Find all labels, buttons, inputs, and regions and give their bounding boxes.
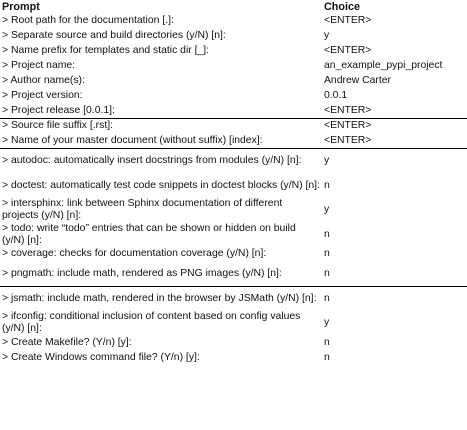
table-row [0, 134, 467, 149]
table-row [0, 174, 467, 199]
choice-cell: <ENTER> [324, 104, 372, 116]
table-row [0, 351, 467, 366]
choice-cell: <ENTER> [324, 15, 372, 27]
choice-column-header: Choice [324, 0, 360, 13]
prompt-cell: > coverage: checks for documentation coverage (y/N) [n]: [2, 248, 267, 260]
choice-cell: <ENTER> [324, 45, 372, 57]
table-row [0, 119, 467, 134]
table-row [0, 336, 467, 351]
choice-cell: y [324, 155, 330, 167]
table-row [0, 104, 467, 119]
table-row [0, 149, 467, 174]
prompt-cell: > Project name: [2, 60, 76, 72]
choice-cell: <ENTER> [324, 134, 372, 146]
table-row [0, 311, 467, 336]
prompt-cell: > pngmath: include math, rendered as PNG images (y/N) [n]: [2, 267, 282, 279]
prompt-cell: > Name prefix for templates and static dir [_]: [2, 45, 210, 57]
table-header [0, 0, 467, 14]
prompt-cell: > Create Windows command file? (Y/n) [y]: [2, 351, 200, 363]
table-row [0, 198, 467, 223]
table-row [0, 29, 467, 44]
choice-cell: n [324, 351, 330, 363]
choice-cell: n [324, 267, 330, 279]
table-row [0, 89, 467, 104]
table-row [0, 59, 467, 74]
choice-cell: an_example_pypi_project [324, 60, 443, 72]
prompt-cell: > Separate source and build directories (y/N) [n]: [2, 30, 226, 42]
prompt-cell: > Project release [0.0.1]: [2, 104, 115, 116]
choice-cell: n [324, 228, 330, 240]
prompt-cell: > intersphinx: link between Sphinx documentation of different projects (y/N) [n]: [2, 198, 283, 222]
prompt-column-header: Prompt [2, 0, 40, 13]
table-row [0, 14, 467, 29]
prompt-cell: > jsmath: include math, rendered in the browser by JSMath (y/N) [n]: [2, 292, 317, 304]
prompt-cell: > doctest: automatically test code snippets in doctest blocks (y/N) [n]: [2, 179, 320, 191]
prompt-cell: > Create Makefile? (Y/n) [y]: [2, 336, 132, 348]
prompt-cell: > Author name(s): [2, 75, 85, 87]
table-row [0, 223, 467, 248]
table-row [0, 247, 467, 262]
prompt-cell: > autodoc: automatically insert docstrings from modules (y/N) [n]: [2, 155, 302, 167]
prompt-cell: > todo: write “todo” entries that can be shown or hidden on build (y/N) [n]: [2, 222, 296, 246]
choice-cell: y [324, 30, 330, 42]
prompt-cell: > Name of your master document (without suffix) [index]: [2, 134, 263, 146]
choice-cell: n [324, 336, 330, 348]
choice-cell: n [324, 179, 330, 191]
prompt-cell: > Source file suffix [.rst]: [2, 120, 113, 132]
choice-cell: n [324, 292, 330, 304]
choice-cell: y [324, 317, 330, 329]
choice-cell: 0.0.1 [324, 90, 348, 102]
table-row [0, 44, 467, 59]
table-row [0, 287, 467, 312]
choice-cell: <ENTER> [324, 120, 372, 132]
table-row [0, 74, 467, 89]
table-row [0, 262, 467, 287]
prompt-cell: > Root path for the documentation [.]: [2, 15, 174, 27]
choice-cell: y [324, 204, 330, 216]
prompt-cell: > ifconfig: conditional inclusion of content based on config values (y/N) [n]: [2, 311, 301, 335]
prompt-cell: > Project version: [2, 90, 83, 102]
choice-cell: n [324, 248, 330, 260]
choice-cell: Andrew Carter [324, 75, 391, 87]
